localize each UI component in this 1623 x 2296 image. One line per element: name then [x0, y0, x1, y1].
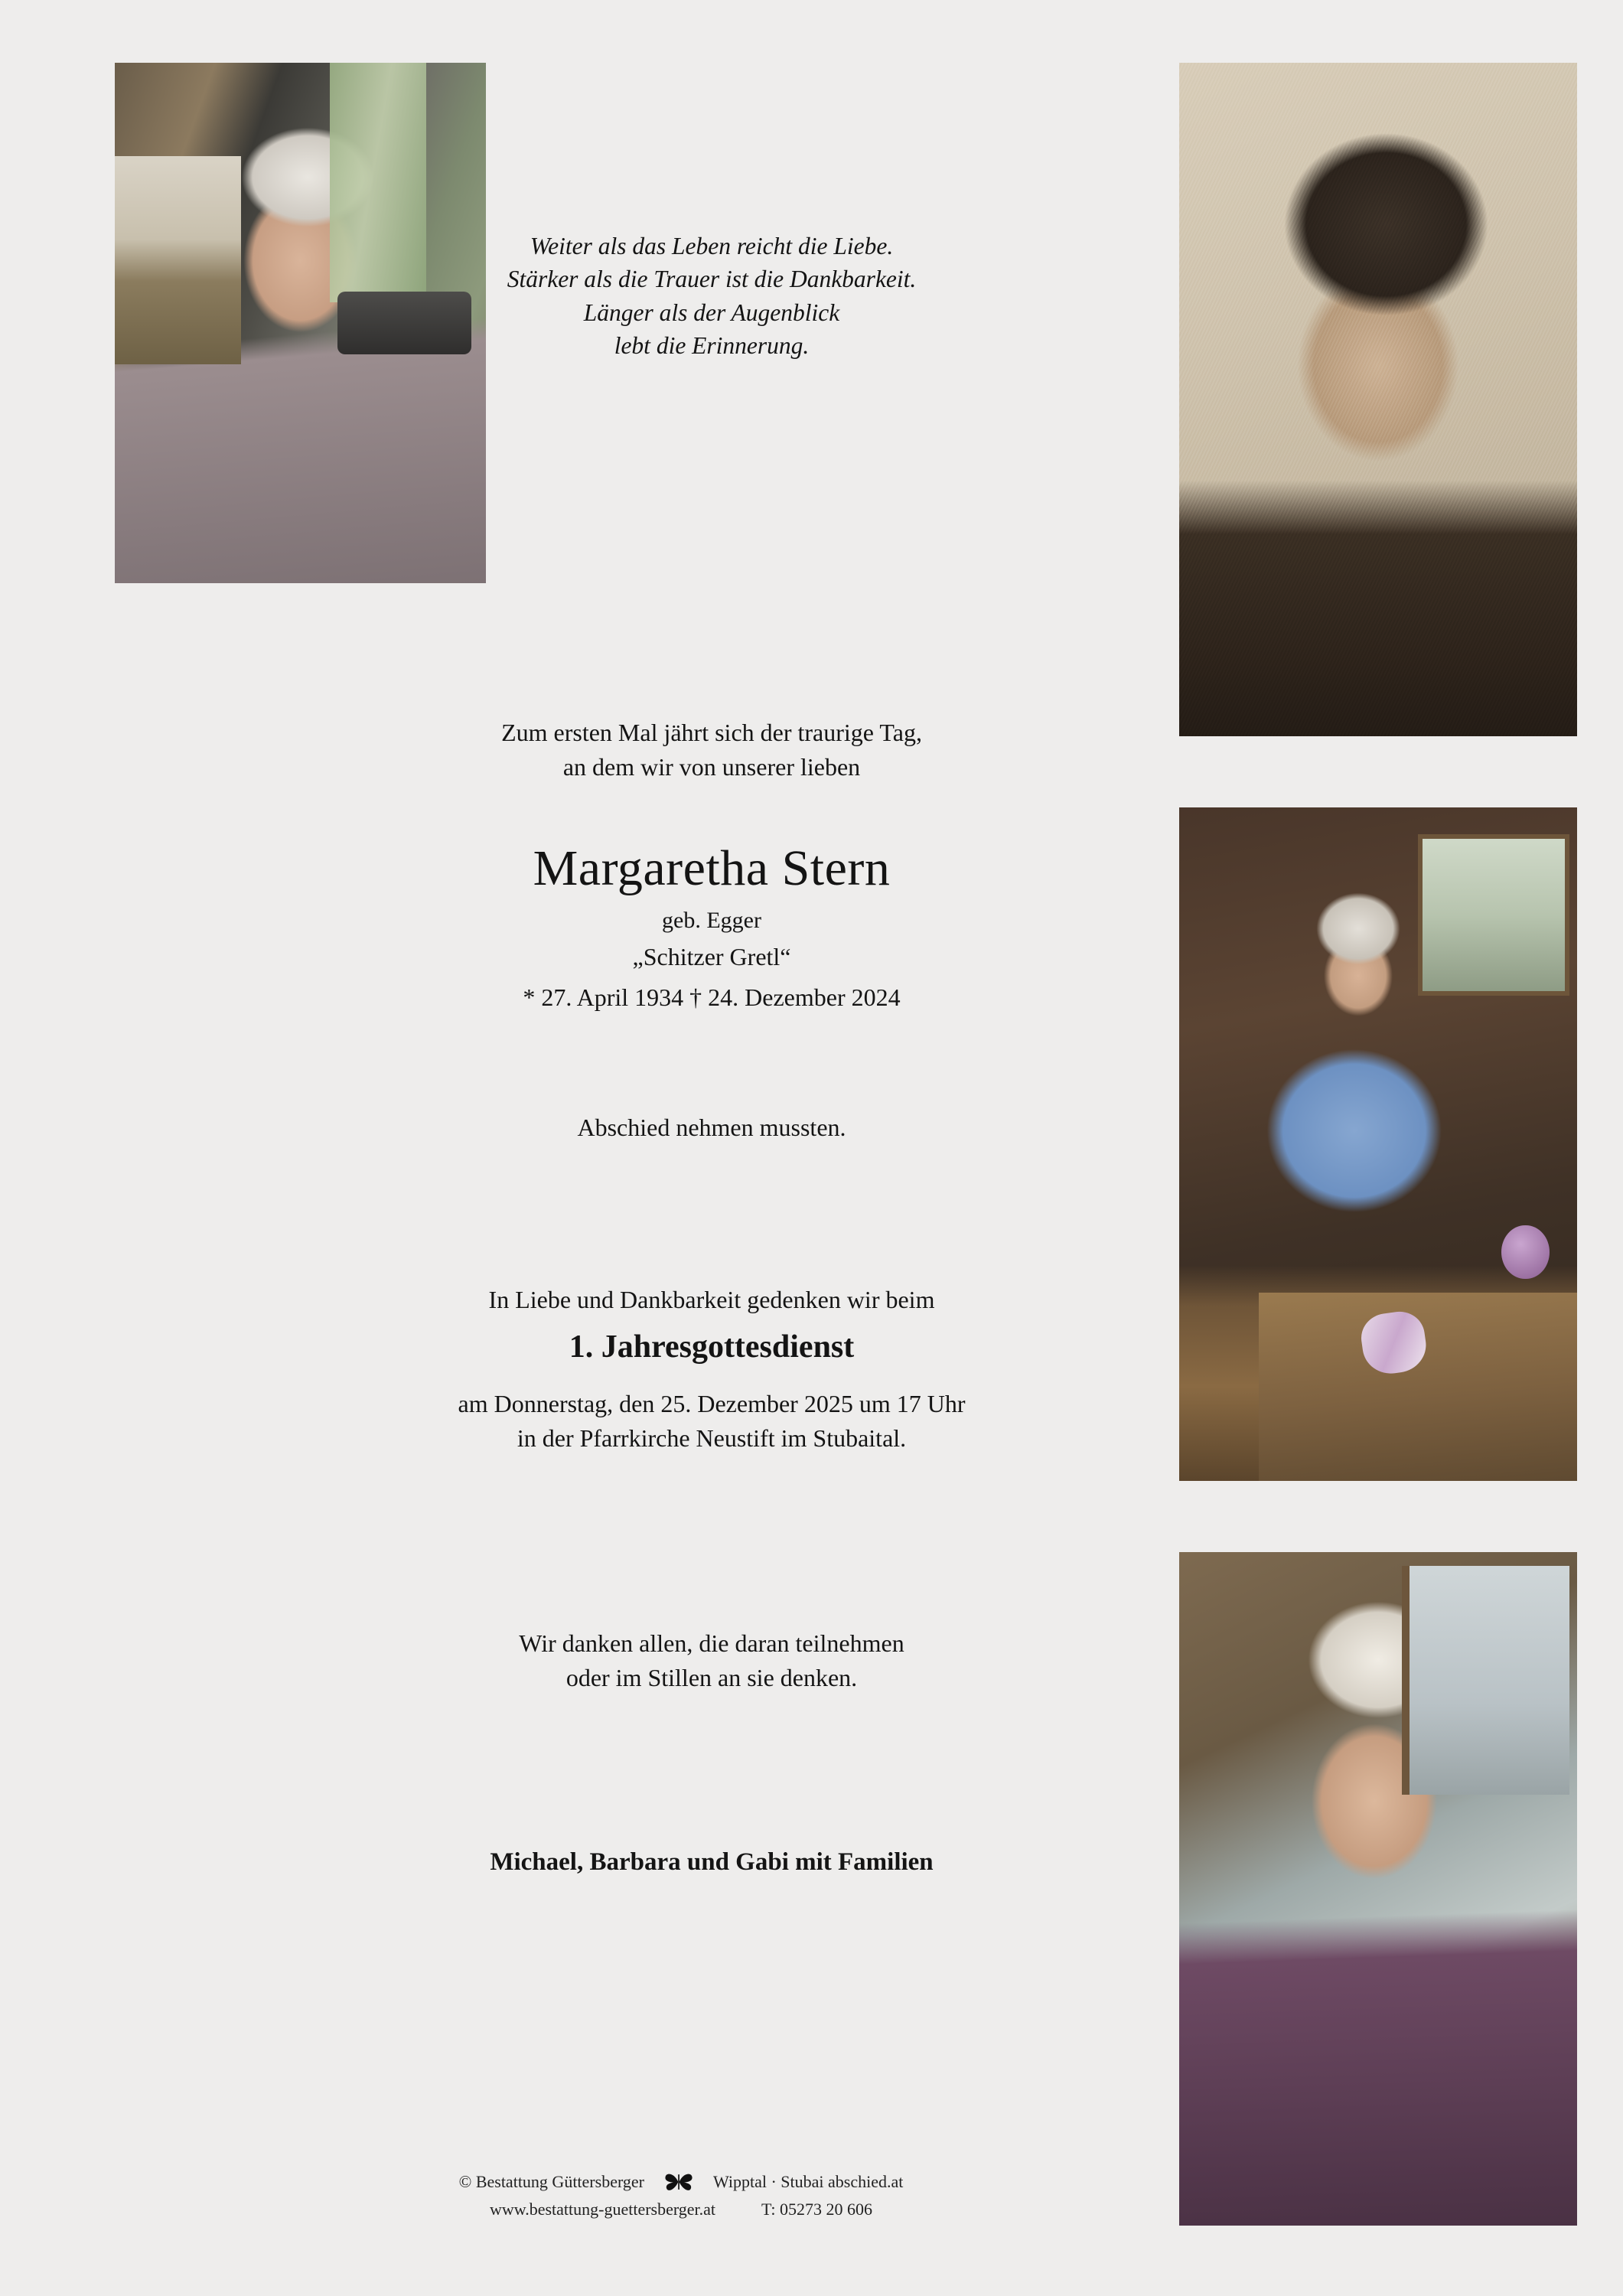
intro-line-1: Zum ersten Mal jährt sich der traurige Tag, — [501, 719, 922, 746]
thanks-line-2: oder im Stillen an sie denken. — [565, 1664, 858, 1692]
service-intro-text: In Liebe und Dankbarkeit gedenken wir beim — [488, 1286, 935, 1313]
butterfly-icon — [664, 2170, 693, 2193]
verse-line-2: Stärker als die Trauer ist die Dankbarkeit. — [507, 266, 917, 293]
footer-regions: Wipptal · Stubai abschied.at — [712, 2172, 904, 2191]
thanks-line-1: Wir danken allen, die daran teilnehmen — [519, 1629, 904, 1657]
verse-line-4: lebt die Erinnerung. — [614, 332, 810, 360]
footer — [253, 2170, 1110, 2219]
farewell-text: Abschied nehmen mussten. — [577, 1114, 846, 1141]
photo-elderly-woman-laughing-purple-shirt — [1179, 1552, 1577, 2226]
footer-copyright: © Bestattung Güttersberger — [458, 2172, 644, 2191]
service-location: in der Pfarrkirche Neustift im Stubaital. — [517, 1424, 907, 1453]
deceased-name: Margaretha Stern — [533, 840, 891, 896]
photo-woman-knitting-at-table — [1179, 807, 1577, 1481]
family-signature: Michael, Barbara und Gabi mit Familien — [490, 1848, 934, 1876]
service-title: 1. Jahresgottesdienst — [569, 1329, 855, 1365]
intro-text — [222, 716, 1201, 784]
verse-line-1: Weiter als das Leben reicht die Liebe. — [530, 233, 894, 259]
service-details — [222, 1387, 1201, 1456]
memorial-verse — [329, 230, 1094, 363]
deceased-nickname: „Schitzer Gretl“ — [632, 943, 791, 970]
footer-phone[interactable]: T: 05273 20 606 — [761, 2200, 873, 2219]
photo-young-woman-sepia-portrait — [1179, 63, 1577, 736]
thanks-text — [222, 1626, 1201, 1696]
verse-line-3: Länger als der Augenblick — [583, 298, 840, 326]
intro-line-2: an dem wir von unserer lieben — [562, 752, 861, 781]
footer-website[interactable]: www.bestattung-guettersberger.at — [489, 2200, 716, 2219]
deceased-born-name: geb. Egger — [662, 908, 761, 933]
deceased-dates: * 27. April 1934 † 24. Dezember 2024 — [523, 983, 901, 1011]
service-datetime: am Donnerstag, den 25. Dezember 2025 um 17 Uhr — [458, 1390, 966, 1417]
